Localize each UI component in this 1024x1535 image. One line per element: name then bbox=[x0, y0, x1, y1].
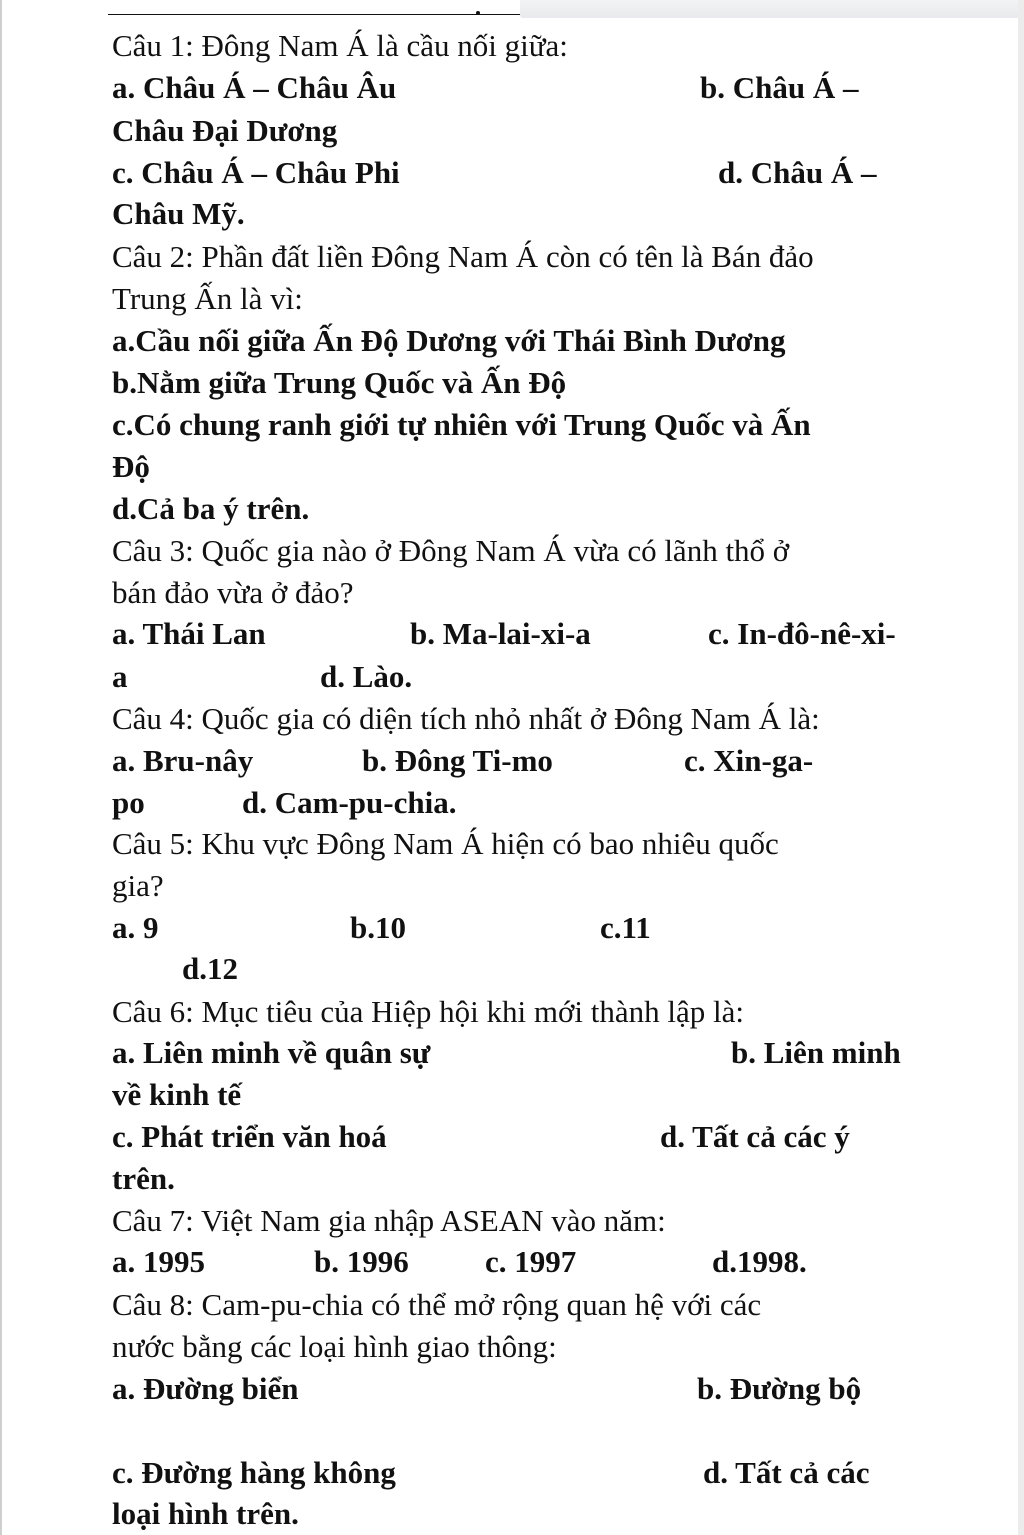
question-5-option-b: b.10 bbox=[350, 910, 406, 945]
question-6-option-d: d. Tất cả các ý bbox=[660, 1119, 850, 1154]
question-4-option-c: c. Xin-ga- bbox=[684, 743, 814, 778]
question-2-option-b: b.Nằm giữa Trung Quốc và Ấn Độ bbox=[112, 365, 567, 400]
question-6-option-d-continued: trên. bbox=[112, 1161, 175, 1196]
question-3-option-a: a. Thái Lan bbox=[112, 616, 266, 651]
question-7-option-a: a. 1995 bbox=[112, 1244, 205, 1279]
question-2-title-line1: Câu 2: Phần đất liền Đông Nam Á còn có tên là Bán đảo bbox=[112, 239, 814, 274]
question-5-option-c: c.11 bbox=[600, 910, 651, 945]
page-right-edge bbox=[1018, 0, 1024, 1535]
question-3-option-b: b. Ma-lai-xi-a bbox=[410, 616, 591, 651]
question-1-option-d: d. Châu Á – bbox=[718, 155, 877, 190]
question-7-option-d: d.1998. bbox=[712, 1244, 807, 1279]
top-window-strip bbox=[520, 0, 1024, 18]
question-5-title-line2: gia? bbox=[112, 868, 164, 903]
question-1-option-c: c. Châu Á – Châu Phi bbox=[112, 155, 400, 190]
question-4-title: Câu 4: Quốc gia có diện tích nhỏ nhất ở Đông Nam Á là: bbox=[112, 701, 820, 736]
question-6-option-a: a. Liên minh về quân sự bbox=[112, 1035, 431, 1070]
question-8-option-c: c. Đường hàng không bbox=[112, 1455, 396, 1490]
question-2-option-d: d.Cả ba ý trên. bbox=[112, 491, 310, 526]
question-1-option-a: a. Châu Á – Châu Âu bbox=[112, 70, 397, 105]
question-2-title-line2: Trung Ấn là vì: bbox=[112, 281, 303, 316]
question-6-title: Câu 6: Mục tiêu của Hiệp hội khi mới thành lập là: bbox=[112, 994, 744, 1029]
question-5-option-d: d.12 bbox=[182, 951, 238, 986]
question-4-option-a: a. Bru-nây bbox=[112, 743, 254, 778]
question-8-option-a: a. Đường biển bbox=[112, 1371, 299, 1406]
question-5-title-line1: Câu 5: Khu vực Đông Nam Á hiện có bao nhiêu quốc bbox=[112, 826, 779, 861]
question-3-title-line1: Câu 3: Quốc gia nào ở Đông Nam Á vừa có lãnh thổ ở bbox=[112, 533, 790, 568]
question-7-option-b: b. 1996 bbox=[314, 1244, 409, 1279]
question-8-option-b: b. Đường bộ bbox=[697, 1371, 862, 1406]
question-5-option-a: a. 9 bbox=[112, 910, 159, 945]
question-6-option-b: b. Liên minh bbox=[731, 1035, 901, 1070]
top-divider-line bbox=[108, 14, 520, 15]
question-8-title-line2: nước bằng các loại hình giao thông: bbox=[112, 1329, 557, 1364]
question-7-option-c: c. 1997 bbox=[485, 1244, 577, 1279]
question-1-title: Câu 1: Đông Nam Á là cầu nối giữa: bbox=[112, 28, 568, 63]
question-3-option-c-continued: a bbox=[112, 659, 128, 694]
question-4-option-d: d. Cam-pu-chia. bbox=[242, 785, 457, 820]
question-1-option-d-continued: Châu Mỹ. bbox=[112, 196, 245, 231]
question-4-option-c-continued: po bbox=[112, 785, 145, 820]
question-8-title-line1: Câu 8: Cam-pu-chia có thể mở rộng quan hệ với các bbox=[112, 1287, 762, 1322]
question-2-option-c: c.Có chung ranh giới tự nhiên với Trung Quốc và Ấn bbox=[112, 407, 811, 442]
question-3-title-line2: bán đảo vừa ở đảo? bbox=[112, 575, 354, 610]
question-2-option-c-continued: Độ bbox=[112, 449, 150, 484]
page-left-edge bbox=[0, 0, 2, 1535]
question-1-option-b: b. Châu Á – bbox=[700, 70, 859, 105]
question-2-option-a: a.Cầu nối giữa Ấn Độ Dương với Thái Bình Dương bbox=[112, 323, 786, 358]
question-8-option-d: d. Tất cả các bbox=[703, 1455, 870, 1490]
question-6-option-b-continued: về kinh tế bbox=[112, 1077, 242, 1112]
question-3-option-d: d. Lào. bbox=[320, 659, 413, 694]
question-7-title: Câu 7: Việt Nam gia nhập ASEAN vào năm: bbox=[112, 1203, 666, 1238]
question-3-option-c: c. In-đô-nê-xi- bbox=[708, 616, 896, 651]
question-6-option-c: c. Phát triển văn hoá bbox=[112, 1119, 387, 1154]
question-4-option-b: b. Đông Ti-mo bbox=[362, 743, 553, 778]
question-8-option-d-continued: loại hình trên. bbox=[112, 1496, 299, 1531]
question-1-option-b-continued: Châu Đại Dương bbox=[112, 113, 338, 148]
top-divider-dot bbox=[476, 11, 480, 15]
